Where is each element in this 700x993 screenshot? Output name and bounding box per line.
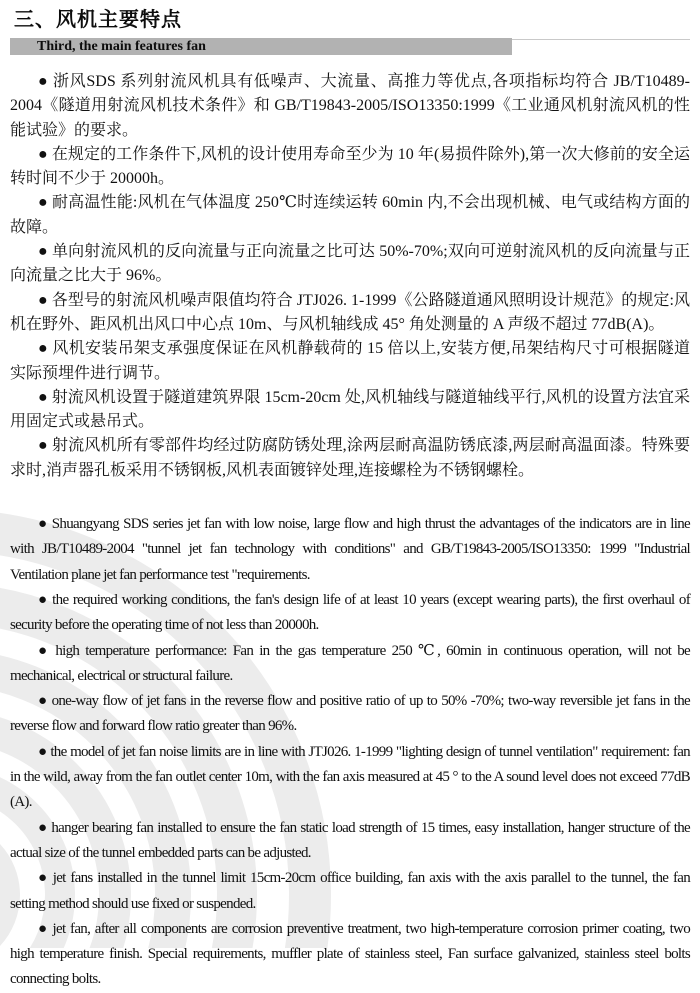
feature-en-6: ● hanger bearing fan installed to ensure the fan static load strength of 15 times, easy installation, hanger structure of the actual size of the tunnel embedded parts can be adjusted. [10,819,690,861]
feature-zh-8: ● 射流风机所有零部件均经过防腐防锈处理,涂两层耐高温防锈底漆,两层耐高温面漆。特殊要求时,消声器孔板采用不锈钢板,风机表面镀锌处理,连接螺栓为不锈钢螺栓。 [10,437,690,479]
feature-zh-2: ● 在规定的工作条件下,风机的设计使用寿命至少为 10 年(易损件除外),第一次大修前的安全运转时间不少于 20000h。 [10,145,690,188]
feature-zh-6: ● 风机安装吊架支承强度保证在风机静载荷的 15 倍以上,安装方便,吊架结构尺寸可根据隧道实际预埋件进行调节。 [10,340,690,382]
feature-zh-1: ● 浙风SDS 系列射流风机具有低噪声、大流量、高推力等优点,各项指标均符合 JB/T10489-2004《隧道用射流风机技术条件》和 GB/T19843-2005/ISO13350:1999《工业通风机射流风机的性能试验》的要求。 [10,73,690,139]
feature-en-2: ● the required working conditions, the fan's design life of at least 10 years (except wearing parts), the first overhaul of security before the operating time of not less than 20000h. [10,591,690,634]
feature-en-5: ● the model of jet fan noise limits are in line with JTJ026. 1-1999 "lighting design of tunnel ventilation" requirement: fan in the wild, away from the fan outlet center 10m, with the fan axis measured at 45 ° to the A sound level does not exceed 77dB (A). [10,743,690,811]
header-rule [512,39,690,40]
chinese-features-section [10,70,690,483]
english-features-section [10,512,690,993]
feature-en-1: ● Shuangyang SDS series jet fan with low noise, large flow and high thrust the advantages of the indicators are in line with JB/T10489-2004 "tunnel jet fan technology with conditions" and GB/T19843-2005/ISO13350: 1999 "Industrial Ventilation plane jet fan performance test "requirements. [10,516,690,583]
section-title-zh: 三、风机主要特点 [14,9,182,31]
section-title-en: Third, the main features fan [37,39,206,54]
feature-en-4: ● one-way flow of jet fans in the reverse flow and positive ratio of up to 50% -70%; two-way reversible jet fans in the reverse flow and forward flow ratio greater than 96%. [10,693,690,735]
feature-zh-3: ● 耐高温性能:风机在气体温度 250℃时连续运转 60min 内,不会出现机械、电气或结构方面的故障。 [10,194,690,236]
feature-en-8: ● jet fan, after all components are corrosion preventive treatment, two high-temperature corrosion primer coating, two high temperature finish. Special requirements, muffler plate of stainless steel, Fan surface galvanized, stainless steel bolts connecting bolts. [10,920,690,988]
section-subtitle-bar [10,38,512,55]
feature-en-7: ● jet fans installed in the tunnel limit 15cm-20cm office building, fan axis with the axis parallel to the tunnel, the fan setting method should use fixed or suspended. [10,870,690,912]
section-subtitle-row [10,38,690,55]
feature-zh-5: ● 各型号的射流风机噪声限值均符合 JTJ026. 1-1999《公路隧道通风照明设计规范》的规定:风机在野外、距风机出风口中心点 10m、与风机轴线成 45° 角处测量的 A 声级不超过 77dB(A)。 [10,291,690,333]
feature-zh-4: ● 单向射流风机的反向流量与正向流量之比可达 50%-70%;双向可逆射流风机的反向流量与正向流量之比大于 96%。 [10,243,690,285]
feature-en-3: ● high temperature performance: Fan in the gas temperature 250 ℃, 60min in continuous operation, will not be mechanical, electrical or structural failure. [10,642,690,684]
feature-zh-7: ● 射流风机设置于隧道建筑界限 15cm-20cm 处,风机轴线与隧道轴线平行,风机的设置方法宜采用固定式或悬吊式。 [10,388,690,431]
